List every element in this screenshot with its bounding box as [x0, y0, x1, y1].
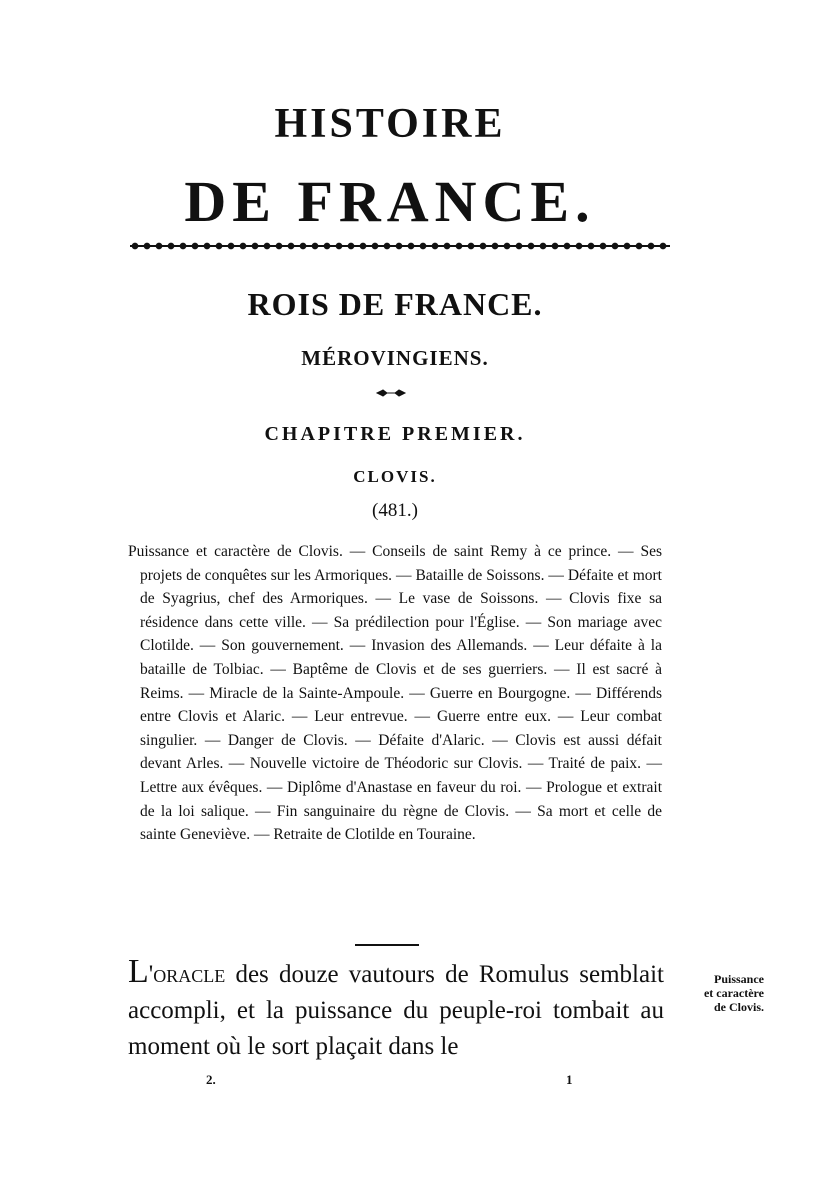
body-text: des douze vautours de Romulus semblait accompli, et la puissance du peuple-roi tombait au moment où le sort plaçait dans le	[128, 961, 664, 1060]
title-histoire: HISTOIRE	[274, 101, 506, 147]
decorative-ornament-band	[130, 238, 670, 254]
chapter-subject: CLOVIS.	[353, 467, 437, 486]
chapter-heading: CHAPITRE PREMIER.	[264, 423, 526, 445]
margin-note-line: et caractère	[703, 986, 764, 1000]
chapter-year: (481.)	[372, 500, 418, 521]
small-ornament-icon	[375, 388, 407, 398]
smallcaps-word: 'oracle	[148, 961, 226, 988]
body-paragraph	[128, 954, 664, 1065]
margin-note-line: de Clovis.	[713, 1000, 764, 1014]
signature-mark-right: 1	[566, 1072, 573, 1087]
section-heading: ROIS DE FRANCE.	[247, 286, 543, 322]
title-de-france: DE FRANCE.	[184, 169, 596, 234]
margin-note	[674, 972, 764, 1014]
separator-rule	[355, 944, 419, 946]
drop-cap: L	[128, 953, 149, 990]
section-subheading: MÉROVINGIENS.	[301, 346, 489, 370]
margin-note-line: Puissance	[713, 972, 764, 986]
signature-mark-left: 2.	[206, 1072, 216, 1087]
chapter-summary: Puissance et caractère de Clovis. — Conseils de saint Remy à ce prince. — Ses projets de conquêtes sur les Armoriques. — Bataille de Soissons. — Défaite et mort de Syagrius, chef des Armoriques. — Le vase de Soissons. — Clovis fixe sa résidence dans cette ville. — Sa prédilection pour l'Église. — Son mariage avec Clotilde. — Son gouvernement. — Invasion des Allemands. — Leur défaite à la bataille de Tolbiac. — Baptême de Clovis et de ses guerriers. — Il est sacré à Reims. — Miracle de la Sainte-Ampoule. — Guerre en Bourgogne. — Différends entre Clovis et Alaric. — Leur entrevue. — Guerre entre eux. — Leur combat singulier. — Danger de Clovis. — Défaite d'Alaric. — Clovis est aussi défait devant Arles. — Nouvelle victoire de Théodoric sur Clovis. — Traité de paix. — Lettre aux évêques. — Diplôme d'Anastase en faveur du roi. — Prologue et extrait de la loi salique. — Fin sanguinaire du règne de Clovis. — Sa mort et celle de sainte Geneviève. — Retraite de Clotilde en Touraine.	[128, 543, 662, 844]
